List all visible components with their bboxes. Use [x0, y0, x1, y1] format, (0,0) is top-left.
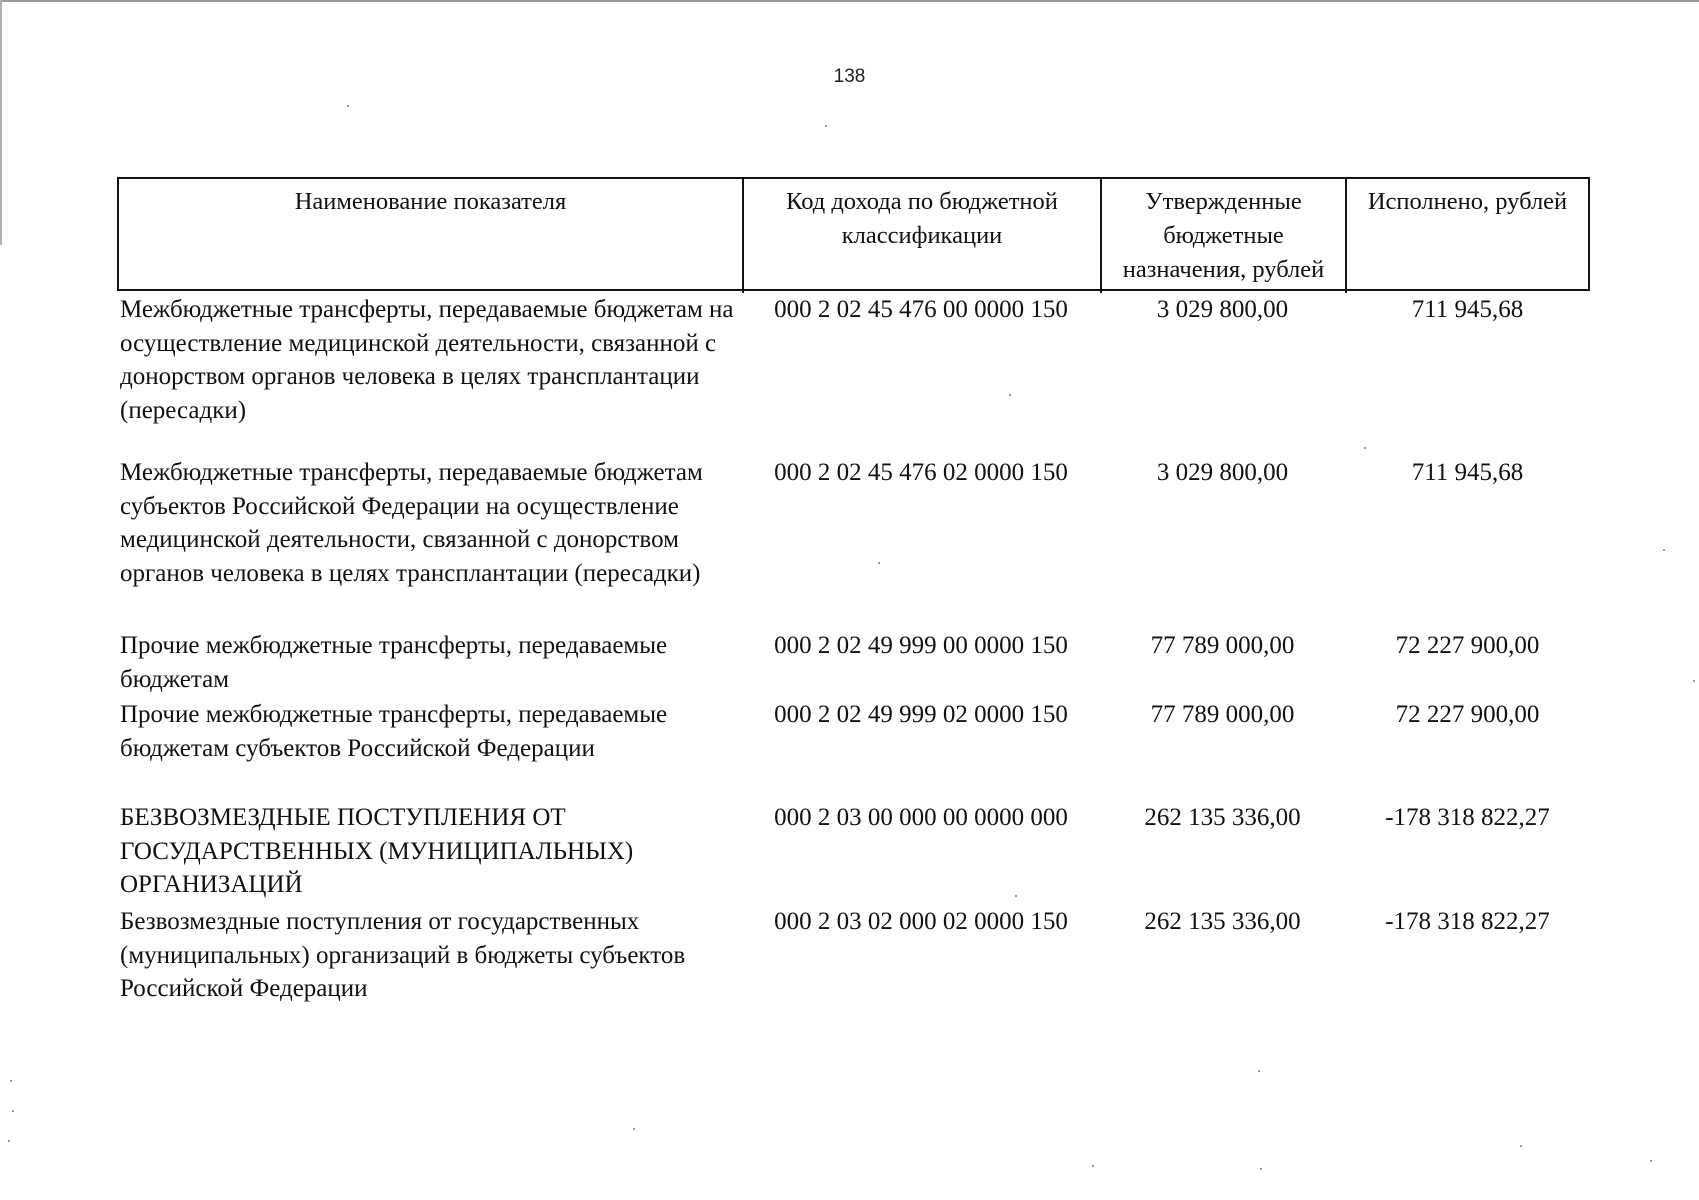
row-name: Прочие межбюджетные трансферты, передаваемые бюджетам субъектов Российской Федерации: [120, 701, 668, 762]
scan-speck: [10, 1080, 12, 1082]
row-code: 000 2 02 45 476 00 0000 150: [774, 296, 1068, 323]
table-row: [117, 456, 1590, 629]
table-row: [117, 905, 1590, 1015]
header-executed: Исполнено, рублей: [1367, 188, 1568, 215]
table-row: [117, 698, 1590, 801]
scan-speck: [12, 1110, 14, 1112]
row-executed: 711 945,68: [1411, 296, 1524, 323]
row-executed: 72 227 900,00: [1395, 632, 1540, 659]
row-approved: 3 029 800,00: [1156, 296, 1289, 323]
row-approved: 77 789 000,00: [1150, 632, 1295, 659]
table-row: [117, 801, 1590, 905]
scan-speck: [1693, 680, 1695, 682]
row-name: Межбюджетные трансферты, передаваемые бюджетам субъектов Российской Федерации на осуществление медицинской деятельности, связанной с донорством органов человека в целях трансплантации (пересадки): [120, 459, 703, 587]
scan-speck: [1260, 1168, 1262, 1170]
row-name: Безвозмездные поступления от государственных (муниципальных) организаций в бюджеты субъектов Российской Федерации: [120, 908, 686, 1002]
scan-edge-top: [0, 0, 1699, 2]
row-executed: -178 318 822,27: [1385, 908, 1550, 935]
row-name: Межбюджетные трансферты, передаваемые бюджетам на осуществление медицинской деятельности, связанной с донорством органов человека в целях трансплантации (пересадки): [120, 296, 734, 424]
page-number: 138: [833, 66, 866, 87]
row-code: 000 2 03 02 000 02 0000 150: [774, 908, 1068, 935]
row-approved: 3 029 800,00: [1156, 459, 1289, 486]
row-approved: 77 789 000,00: [1150, 701, 1295, 728]
scan-speck: [1092, 1165, 1094, 1167]
row-executed: -178 318 822,27: [1385, 804, 1550, 831]
row-code: 000 2 02 49 999 00 0000 150: [774, 632, 1068, 659]
header-approved: Утвержденные бюджетные назначения, рублей: [1102, 179, 1347, 293]
scan-speck: [1663, 549, 1665, 551]
scan-speck: [8, 1140, 10, 1142]
scan-speck: [347, 105, 349, 107]
row-approved: 262 135 336,00: [1144, 908, 1301, 935]
row-name: Прочие межбюджетные трансферты, передаваемые бюджетам: [120, 632, 668, 693]
scan-speck: [825, 125, 827, 127]
table-body: [117, 293, 1590, 1015]
row-name: БЕЗВОЗМЕЗДНЫЕ ПОСТУПЛЕНИЯ ОТ ГОСУДАРСТВЕННЫХ (МУНИЦИПАЛЬНЫХ) ОРГАНИЗАЦИЙ: [120, 804, 634, 898]
header-name: Наименование показателя: [119, 179, 744, 293]
scan-edge-left: [0, 0, 2, 245]
row-executed: 711 945,68: [1411, 459, 1524, 486]
scan-speck: [1258, 1070, 1260, 1072]
row-code: 000 2 03 00 000 00 0000 000: [774, 804, 1068, 831]
table-row: [117, 629, 1590, 698]
row-code: 000 2 02 45 476 02 0000 150: [774, 459, 1068, 486]
scan-speck: [1650, 1160, 1652, 1162]
header-code: Код дохода по бюджетной классификации: [744, 179, 1102, 293]
row-approved: 262 135 336,00: [1144, 804, 1301, 831]
scan-speck: [633, 1128, 635, 1130]
table-header: [117, 177, 1590, 291]
scan-speck: [1520, 1145, 1522, 1147]
row-executed: 72 227 900,00: [1395, 701, 1540, 728]
row-code: 000 2 02 49 999 02 0000 150: [774, 701, 1068, 728]
table-row: [117, 293, 1590, 456]
